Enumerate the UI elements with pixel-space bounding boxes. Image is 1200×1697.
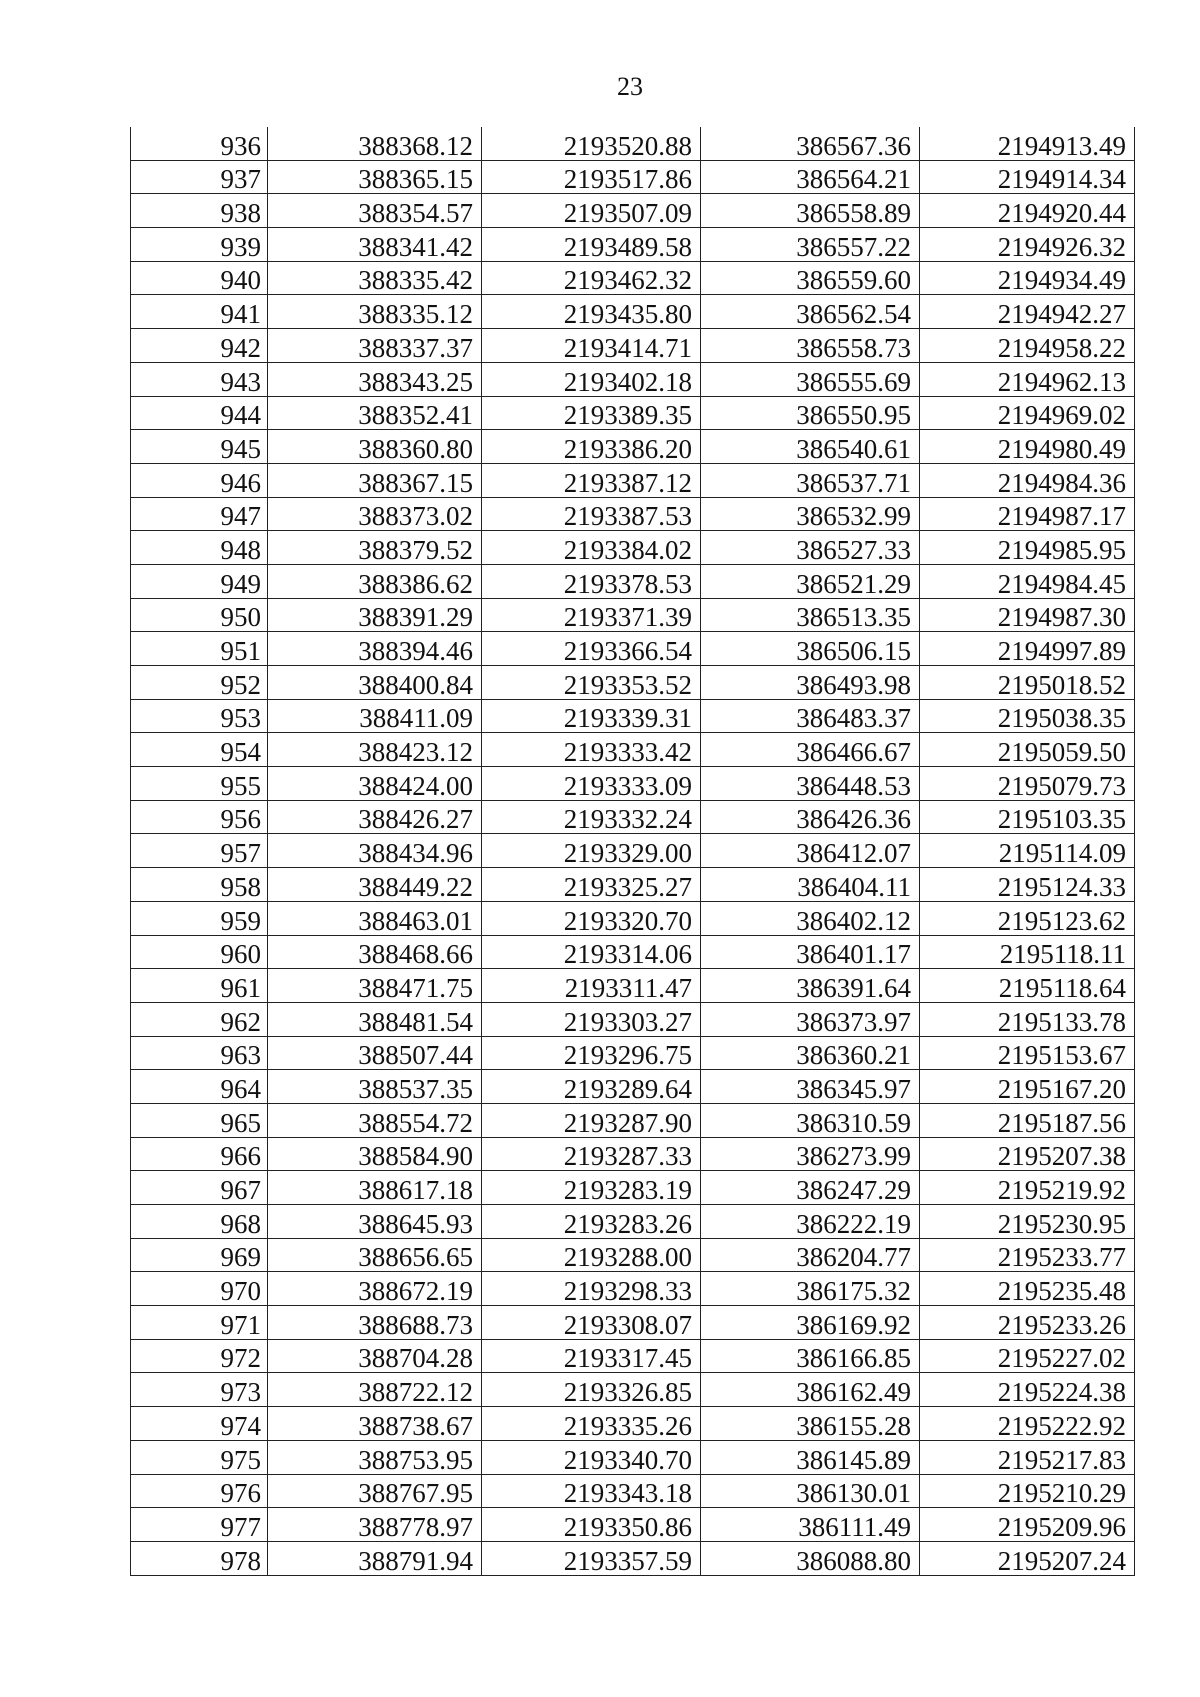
coordinate-cell: 2194997.89 xyxy=(920,632,1135,666)
table-row xyxy=(131,261,1135,295)
table-row xyxy=(131,699,1135,733)
coordinate-cell: 2193387.53 xyxy=(482,497,701,531)
coordinate-cell: 388767.95 xyxy=(268,1474,482,1508)
coordinate-cell: 386345.97 xyxy=(701,1070,920,1104)
coordinate-cell: 2193320.70 xyxy=(482,901,701,935)
coordinate-cell: 2195233.26 xyxy=(920,1306,1135,1340)
coordinate-cell: 388343.25 xyxy=(268,362,482,396)
coordinate-cell: 2193333.42 xyxy=(482,733,701,767)
coordinate-cell: 386555.69 xyxy=(701,362,920,396)
coordinate-cell: 2193389.35 xyxy=(482,396,701,430)
page-number: 23 xyxy=(617,72,643,101)
coordinate-cell: 388391.29 xyxy=(268,598,482,632)
coordinate-cell: 2194980.49 xyxy=(920,430,1135,464)
table-row xyxy=(131,868,1135,902)
table-row xyxy=(131,834,1135,868)
coordinate-cell: 388656.65 xyxy=(268,1238,482,1272)
point-number-cell: 974 xyxy=(131,1407,268,1441)
coordinate-cell: 2194987.30 xyxy=(920,598,1135,632)
coordinate-cell: 2193357.59 xyxy=(482,1541,701,1575)
coordinate-cell: 2194920.44 xyxy=(920,194,1135,228)
coordinate-cell: 388337.37 xyxy=(268,329,482,363)
coordinate-cell: 2195118.64 xyxy=(920,969,1135,1003)
coordinate-cell: 386521.29 xyxy=(701,564,920,598)
coordinate-cell: 386426.36 xyxy=(701,800,920,834)
table-row xyxy=(131,767,1135,801)
point-number-cell: 966 xyxy=(131,1137,268,1171)
table-row xyxy=(131,1339,1135,1373)
coordinate-cell: 2195059.50 xyxy=(920,733,1135,767)
table-row xyxy=(131,901,1135,935)
coordinate-cell: 388449.22 xyxy=(268,868,482,902)
coordinate-cell: 388394.46 xyxy=(268,632,482,666)
table-row xyxy=(131,160,1135,194)
point-number-cell: 978 xyxy=(131,1541,268,1575)
coordinate-cell: 2195209.96 xyxy=(920,1508,1135,1542)
coordinate-cell: 386537.71 xyxy=(701,463,920,497)
point-number-cell: 973 xyxy=(131,1373,268,1407)
coordinate-cell: 386166.85 xyxy=(701,1339,920,1373)
coordinate-cell: 2193287.90 xyxy=(482,1103,701,1137)
coordinate-cell: 386562.54 xyxy=(701,295,920,329)
coordinate-cell: 2195219.92 xyxy=(920,1171,1135,1205)
coordinate-cell: 386513.35 xyxy=(701,598,920,632)
coordinate-cell: 2195133.78 xyxy=(920,1002,1135,1036)
point-number-cell: 971 xyxy=(131,1306,268,1340)
coordinate-cell: 2194942.27 xyxy=(920,295,1135,329)
coordinate-cell: 388617.18 xyxy=(268,1171,482,1205)
coordinate-cell: 388722.12 xyxy=(268,1373,482,1407)
coordinate-cell: 386088.80 xyxy=(701,1541,920,1575)
point-number-cell: 950 xyxy=(131,598,268,632)
point-number-cell: 959 xyxy=(131,901,268,935)
coordinate-cell: 2193283.19 xyxy=(482,1171,701,1205)
coordinate-cell: 2193317.45 xyxy=(482,1339,701,1373)
coordinate-cell: 386145.89 xyxy=(701,1440,920,1474)
coordinate-cell: 2194914.34 xyxy=(920,160,1135,194)
coordinate-cell: 2193325.27 xyxy=(482,868,701,902)
coordinate-cell: 386222.19 xyxy=(701,1205,920,1239)
table-row xyxy=(131,396,1135,430)
coordinate-cell: 386360.21 xyxy=(701,1036,920,1070)
coordinate-cell: 386412.07 xyxy=(701,834,920,868)
coordinate-cell: 2194987.17 xyxy=(920,497,1135,531)
point-number-cell: 942 xyxy=(131,329,268,363)
coordinate-cell: 2193414.71 xyxy=(482,329,701,363)
point-number-cell: 968 xyxy=(131,1205,268,1239)
coordinate-cell: 2195210.29 xyxy=(920,1474,1135,1508)
point-number-cell: 949 xyxy=(131,564,268,598)
coordinate-cell: 386532.99 xyxy=(701,497,920,531)
point-number-cell: 936 xyxy=(131,127,268,160)
point-number-cell: 972 xyxy=(131,1339,268,1373)
coordinate-cell: 386567.36 xyxy=(701,127,920,160)
coordinate-cell: 2193384.02 xyxy=(482,531,701,565)
point-number-cell: 947 xyxy=(131,497,268,531)
coordinate-cell: 386204.77 xyxy=(701,1238,920,1272)
coordinate-cell: 2194934.49 xyxy=(920,261,1135,295)
point-number-cell: 956 xyxy=(131,800,268,834)
coordinate-cell: 386506.15 xyxy=(701,632,920,666)
table-row xyxy=(131,969,1135,1003)
coordinate-cell: 2193386.20 xyxy=(482,430,701,464)
coordinate-cell: 388554.72 xyxy=(268,1103,482,1137)
table-row xyxy=(131,463,1135,497)
point-number-cell: 940 xyxy=(131,261,268,295)
table-row xyxy=(131,1474,1135,1508)
table-row xyxy=(131,1272,1135,1306)
coordinate-cell: 386448.53 xyxy=(701,767,920,801)
coordinate-cell: 2195227.02 xyxy=(920,1339,1135,1373)
coordinate-cell: 388379.52 xyxy=(268,531,482,565)
coordinate-cell: 388645.93 xyxy=(268,1205,482,1239)
table-row xyxy=(131,1541,1135,1575)
point-number-cell: 961 xyxy=(131,969,268,1003)
coordinate-cell: 386404.11 xyxy=(701,868,920,902)
coordinate-cell: 2193288.00 xyxy=(482,1238,701,1272)
coordinate-cell: 2194962.13 xyxy=(920,362,1135,396)
table-row xyxy=(131,228,1135,262)
point-number-cell: 963 xyxy=(131,1036,268,1070)
coordinate-cell: 388537.35 xyxy=(268,1070,482,1104)
coordinate-cell: 386558.73 xyxy=(701,329,920,363)
coordinate-cell: 2194984.36 xyxy=(920,463,1135,497)
table-row xyxy=(131,1171,1135,1205)
coordinate-cell: 388468.66 xyxy=(268,935,482,969)
point-number-cell: 951 xyxy=(131,632,268,666)
coordinate-cell: 2195235.48 xyxy=(920,1272,1135,1306)
coordinate-cell: 388507.44 xyxy=(268,1036,482,1070)
point-number-cell: 955 xyxy=(131,767,268,801)
coordinate-cell: 386247.29 xyxy=(701,1171,920,1205)
table-row xyxy=(131,329,1135,363)
coordinate-cell: 2195124.33 xyxy=(920,868,1135,902)
table-row xyxy=(131,1002,1135,1036)
coordinates-table xyxy=(130,127,1135,1576)
coordinate-cell: 386373.97 xyxy=(701,1002,920,1036)
point-number-cell: 975 xyxy=(131,1440,268,1474)
coordinate-cell: 2195114.09 xyxy=(920,834,1135,868)
coordinate-cell: 2194926.32 xyxy=(920,228,1135,262)
coordinate-cell: 386162.49 xyxy=(701,1373,920,1407)
point-number-cell: 952 xyxy=(131,666,268,700)
point-number-cell: 943 xyxy=(131,362,268,396)
coordinate-cell: 388738.67 xyxy=(268,1407,482,1441)
coordinate-cell: 2195187.56 xyxy=(920,1103,1135,1137)
coordinate-cell: 388365.15 xyxy=(268,160,482,194)
coordinate-cell: 386559.60 xyxy=(701,261,920,295)
point-number-cell: 941 xyxy=(131,295,268,329)
coordinate-cell: 2193329.00 xyxy=(482,834,701,868)
table-row xyxy=(131,632,1135,666)
coordinate-cell: 2193462.32 xyxy=(482,261,701,295)
coordinate-cell: 388368.12 xyxy=(268,127,482,160)
coordinate-cell: 386483.37 xyxy=(701,699,920,733)
point-number-cell: 957 xyxy=(131,834,268,868)
coordinate-cell: 2193387.12 xyxy=(482,463,701,497)
coordinate-cell: 388704.28 xyxy=(268,1339,482,1373)
coordinate-cell: 388672.19 xyxy=(268,1272,482,1306)
table-row xyxy=(131,935,1135,969)
coordinate-cell: 2195222.92 xyxy=(920,1407,1135,1441)
coordinate-cell: 2193296.75 xyxy=(482,1036,701,1070)
coordinate-cell: 2195103.35 xyxy=(920,800,1135,834)
coordinate-cell: 388423.12 xyxy=(268,733,482,767)
coordinate-cell: 2195224.38 xyxy=(920,1373,1135,1407)
table-row xyxy=(131,598,1135,632)
point-number-cell: 954 xyxy=(131,733,268,767)
coordinate-cell: 388341.42 xyxy=(268,228,482,262)
point-number-cell: 937 xyxy=(131,160,268,194)
coordinate-cell: 2195153.67 xyxy=(920,1036,1135,1070)
point-number-cell: 967 xyxy=(131,1171,268,1205)
coordinate-cell: 386273.99 xyxy=(701,1137,920,1171)
coordinate-cell: 2193343.18 xyxy=(482,1474,701,1508)
coordinate-cell: 2193507.09 xyxy=(482,194,701,228)
coordinate-cell: 386550.95 xyxy=(701,396,920,430)
table-row xyxy=(131,1440,1135,1474)
coordinate-cell: 2193332.24 xyxy=(482,800,701,834)
coordinate-cell: 2193308.07 xyxy=(482,1306,701,1340)
point-number-cell: 969 xyxy=(131,1238,268,1272)
coordinate-cell: 2193326.85 xyxy=(482,1373,701,1407)
coordinate-cell: 388426.27 xyxy=(268,800,482,834)
coordinate-cell: 388471.75 xyxy=(268,969,482,1003)
point-number-cell: 977 xyxy=(131,1508,268,1542)
coordinate-cell: 386111.49 xyxy=(701,1508,920,1542)
coordinate-cell: 2194913.49 xyxy=(920,127,1135,160)
coordinate-cell: 388360.80 xyxy=(268,430,482,464)
point-number-cell: 944 xyxy=(131,396,268,430)
coordinate-cell: 2195207.38 xyxy=(920,1137,1135,1171)
coordinate-cell: 386391.64 xyxy=(701,969,920,1003)
coordinate-cell: 386130.01 xyxy=(701,1474,920,1508)
table-row xyxy=(131,1205,1135,1239)
point-number-cell: 964 xyxy=(131,1070,268,1104)
coordinate-cell: 388463.01 xyxy=(268,901,482,935)
table-row xyxy=(131,564,1135,598)
table-row xyxy=(131,1508,1135,1542)
coordinate-cell: 2195018.52 xyxy=(920,666,1135,700)
coordinate-cell: 2193303.27 xyxy=(482,1002,701,1036)
coordinate-cell: 386155.28 xyxy=(701,1407,920,1441)
coordinate-cell: 388791.94 xyxy=(268,1541,482,1575)
table-row xyxy=(131,1137,1135,1171)
table-row xyxy=(131,497,1135,531)
coordinate-cell: 2193311.47 xyxy=(482,969,701,1003)
coordinate-cell: 2193517.86 xyxy=(482,160,701,194)
coordinate-cell: 388354.57 xyxy=(268,194,482,228)
point-number-cell: 965 xyxy=(131,1103,268,1137)
coordinate-cell: 2193340.70 xyxy=(482,1440,701,1474)
coordinate-cell: 386540.61 xyxy=(701,430,920,464)
coordinate-cell: 2194958.22 xyxy=(920,329,1135,363)
table-row xyxy=(131,362,1135,396)
coordinate-cell: 2195079.73 xyxy=(920,767,1135,801)
coordinate-cell: 388400.84 xyxy=(268,666,482,700)
coordinate-cell: 2195217.83 xyxy=(920,1440,1135,1474)
coordinate-cell: 388424.00 xyxy=(268,767,482,801)
table-row xyxy=(131,1036,1135,1070)
point-number-cell: 946 xyxy=(131,463,268,497)
coordinate-cell: 2193366.54 xyxy=(482,632,701,666)
coordinate-cell: 388386.62 xyxy=(268,564,482,598)
point-number-cell: 962 xyxy=(131,1002,268,1036)
coordinate-cell: 388367.15 xyxy=(268,463,482,497)
coordinate-cell: 2195233.77 xyxy=(920,1238,1135,1272)
coordinates-table-body xyxy=(131,127,1135,1575)
coordinate-cell: 388778.97 xyxy=(268,1508,482,1542)
coordinate-cell: 388584.90 xyxy=(268,1137,482,1171)
table-row xyxy=(131,800,1135,834)
point-number-cell: 953 xyxy=(131,699,268,733)
coordinate-cell: 2194985.95 xyxy=(920,531,1135,565)
table-row xyxy=(131,733,1135,767)
coordinate-cell: 2193283.26 xyxy=(482,1205,701,1239)
coordinate-cell: 2193353.52 xyxy=(482,666,701,700)
point-number-cell: 938 xyxy=(131,194,268,228)
coordinate-cell: 2195118.11 xyxy=(920,935,1135,969)
coordinate-cell: 2193289.64 xyxy=(482,1070,701,1104)
point-number-cell: 970 xyxy=(131,1272,268,1306)
coordinate-cell: 386401.17 xyxy=(701,935,920,969)
table-row xyxy=(131,666,1135,700)
coordinate-cell: 386564.21 xyxy=(701,160,920,194)
coordinate-cell: 388411.09 xyxy=(268,699,482,733)
coordinate-cell: 2193402.18 xyxy=(482,362,701,396)
table-row xyxy=(131,1373,1135,1407)
table-row xyxy=(131,1407,1135,1441)
coordinate-cell: 388335.12 xyxy=(268,295,482,329)
coordinate-cell: 2194984.45 xyxy=(920,564,1135,598)
coordinate-cell: 2193435.80 xyxy=(482,295,701,329)
coordinate-cell: 2193298.33 xyxy=(482,1272,701,1306)
point-number-cell: 976 xyxy=(131,1474,268,1508)
coordinate-cell: 2194969.02 xyxy=(920,396,1135,430)
coordinate-cell: 386557.22 xyxy=(701,228,920,262)
coordinate-cell: 2193339.31 xyxy=(482,699,701,733)
table-row xyxy=(131,430,1135,464)
coordinate-cell: 2193333.09 xyxy=(482,767,701,801)
coordinate-cell: 388753.95 xyxy=(268,1440,482,1474)
coordinate-cell: 388352.41 xyxy=(268,396,482,430)
table-row xyxy=(131,1070,1135,1104)
coordinate-cell: 2193371.39 xyxy=(482,598,701,632)
coordinate-cell: 386527.33 xyxy=(701,531,920,565)
table-row xyxy=(131,194,1135,228)
point-number-cell: 960 xyxy=(131,935,268,969)
point-number-cell: 939 xyxy=(131,228,268,262)
coordinate-cell: 386402.12 xyxy=(701,901,920,935)
table-row xyxy=(131,531,1135,565)
coordinate-cell: 2193335.26 xyxy=(482,1407,701,1441)
table-row xyxy=(131,127,1135,160)
coordinate-cell: 2193520.88 xyxy=(482,127,701,160)
table-row xyxy=(131,1306,1135,1340)
coordinate-cell: 2195123.62 xyxy=(920,901,1135,935)
coordinate-cell: 2193489.58 xyxy=(482,228,701,262)
point-number-cell: 948 xyxy=(131,531,268,565)
coordinate-cell: 388434.96 xyxy=(268,834,482,868)
coordinate-cell: 2193378.53 xyxy=(482,564,701,598)
coordinate-cell: 2195230.95 xyxy=(920,1205,1135,1239)
coordinate-cell: 388335.42 xyxy=(268,261,482,295)
coordinate-cell: 386558.89 xyxy=(701,194,920,228)
coordinate-cell: 2193287.33 xyxy=(482,1137,701,1171)
coordinate-cell: 386175.32 xyxy=(701,1272,920,1306)
coordinate-cell: 2193314.06 xyxy=(482,935,701,969)
coordinate-cell: 386493.98 xyxy=(701,666,920,700)
point-number-cell: 945 xyxy=(131,430,268,464)
coordinate-cell: 2195207.24 xyxy=(920,1541,1135,1575)
coordinate-cell: 386310.59 xyxy=(701,1103,920,1137)
coordinate-cell: 2195038.35 xyxy=(920,699,1135,733)
coordinate-cell: 2195167.20 xyxy=(920,1070,1135,1104)
table-row xyxy=(131,1238,1135,1272)
point-number-cell: 958 xyxy=(131,868,268,902)
coordinate-cell: 388481.54 xyxy=(268,1002,482,1036)
table-row xyxy=(131,295,1135,329)
coordinate-cell: 388373.02 xyxy=(268,497,482,531)
coordinate-cell: 386466.67 xyxy=(701,733,920,767)
coordinate-cell: 388688.73 xyxy=(268,1306,482,1340)
table-row xyxy=(131,1103,1135,1137)
coordinate-cell: 2193350.86 xyxy=(482,1508,701,1542)
coordinate-cell: 386169.92 xyxy=(701,1306,920,1340)
